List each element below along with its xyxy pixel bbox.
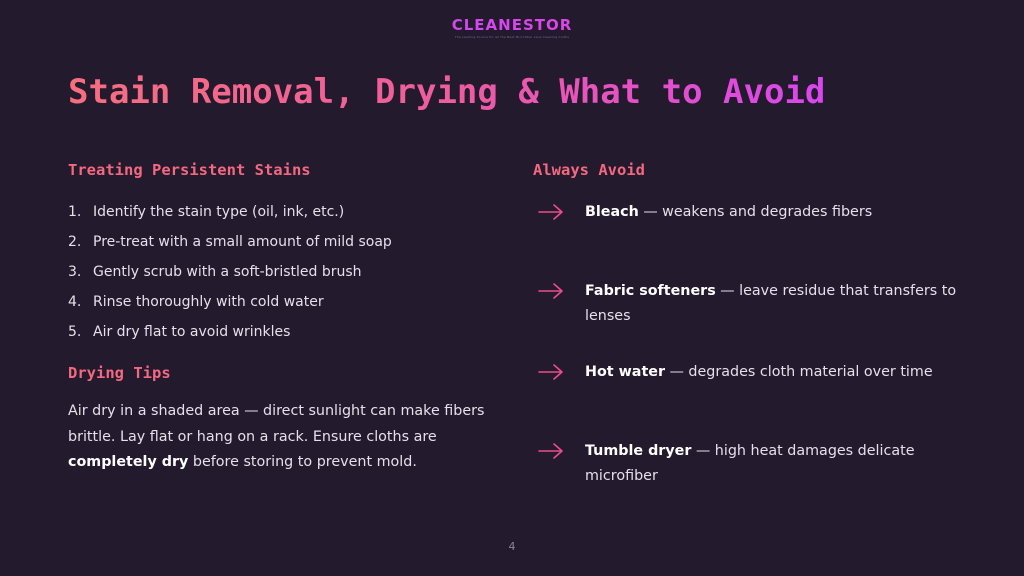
step-text: Rinse thoroughly with cold water: [93, 294, 324, 310]
drying-heading: Drying Tips: [68, 364, 171, 382]
drying-text-start: Air dry in a shaded area — direct sunlight can make fibers brittle. Lay flat or hang on a rack. Ensure cloths are: [68, 403, 485, 445]
step-number: 1.: [68, 204, 82, 220]
avoid-item-text: — high heat damages delicate microfiber: [585, 443, 915, 484]
avoid-item-bleach: [538, 200, 958, 225]
step-number: 4.: [68, 294, 82, 310]
logo-tagline: The Leading Source for all the Best Microfiber Lens Cleaning Cloths: [454, 35, 570, 39]
stain-steps-list: [68, 200, 392, 350]
step-number: 3.: [68, 264, 82, 280]
step-item: [68, 290, 392, 320]
step-item: [68, 320, 392, 350]
avoid-item-title: Fabric softeners: [585, 283, 716, 299]
right-arrow-icon: [538, 442, 564, 460]
step-text: Gently scrub with a soft-bristled brush: [93, 264, 362, 280]
avoid-item-text: — leave residue that transfers to lenses: [585, 283, 957, 324]
avoid-heading: Always Avoid: [533, 161, 645, 179]
stains-heading: Treating Persistent Stains: [68, 161, 311, 179]
avoid-item-title: Tumble dryer: [585, 443, 692, 459]
step-text: Identify the stain type (oil, ink, etc.): [93, 204, 345, 220]
right-arrow-icon: [538, 363, 564, 381]
avoid-item-title: Hot water: [585, 364, 666, 380]
step-item: [68, 200, 392, 230]
step-item: [68, 230, 392, 260]
step-text: Air dry flat to avoid wrinkles: [93, 324, 291, 340]
logo-wordmark: CLEANESTOR: [0, 16, 1024, 34]
slide-title: Stain Removal, Drying & What to Avoid: [68, 72, 826, 112]
right-arrow-icon: [538, 203, 564, 221]
drying-bold-phrase: completely dry: [68, 454, 189, 470]
step-number: 5.: [68, 324, 82, 340]
step-text: Pre-treat with a small amount of mild soap: [93, 234, 392, 250]
avoid-item-fabric-softeners: [538, 279, 958, 329]
avoid-item-hot-water: [538, 360, 958, 385]
step-number: 2.: [68, 234, 82, 250]
avoid-item-text: — degrades cloth material over time: [665, 364, 933, 380]
drying-text-end: before storing to prevent mold.: [188, 454, 417, 470]
avoid-item-text: — weakens and degrades fibers: [638, 204, 873, 220]
page-number: 4: [508, 540, 516, 553]
right-arrow-icon: [538, 282, 564, 300]
drying-paragraph: [68, 399, 508, 476]
avoid-item-tumble-dryer: [538, 439, 958, 489]
step-item: [68, 260, 392, 290]
brand-logo: [0, 16, 1024, 39]
avoid-item-title: Bleach: [585, 204, 639, 220]
